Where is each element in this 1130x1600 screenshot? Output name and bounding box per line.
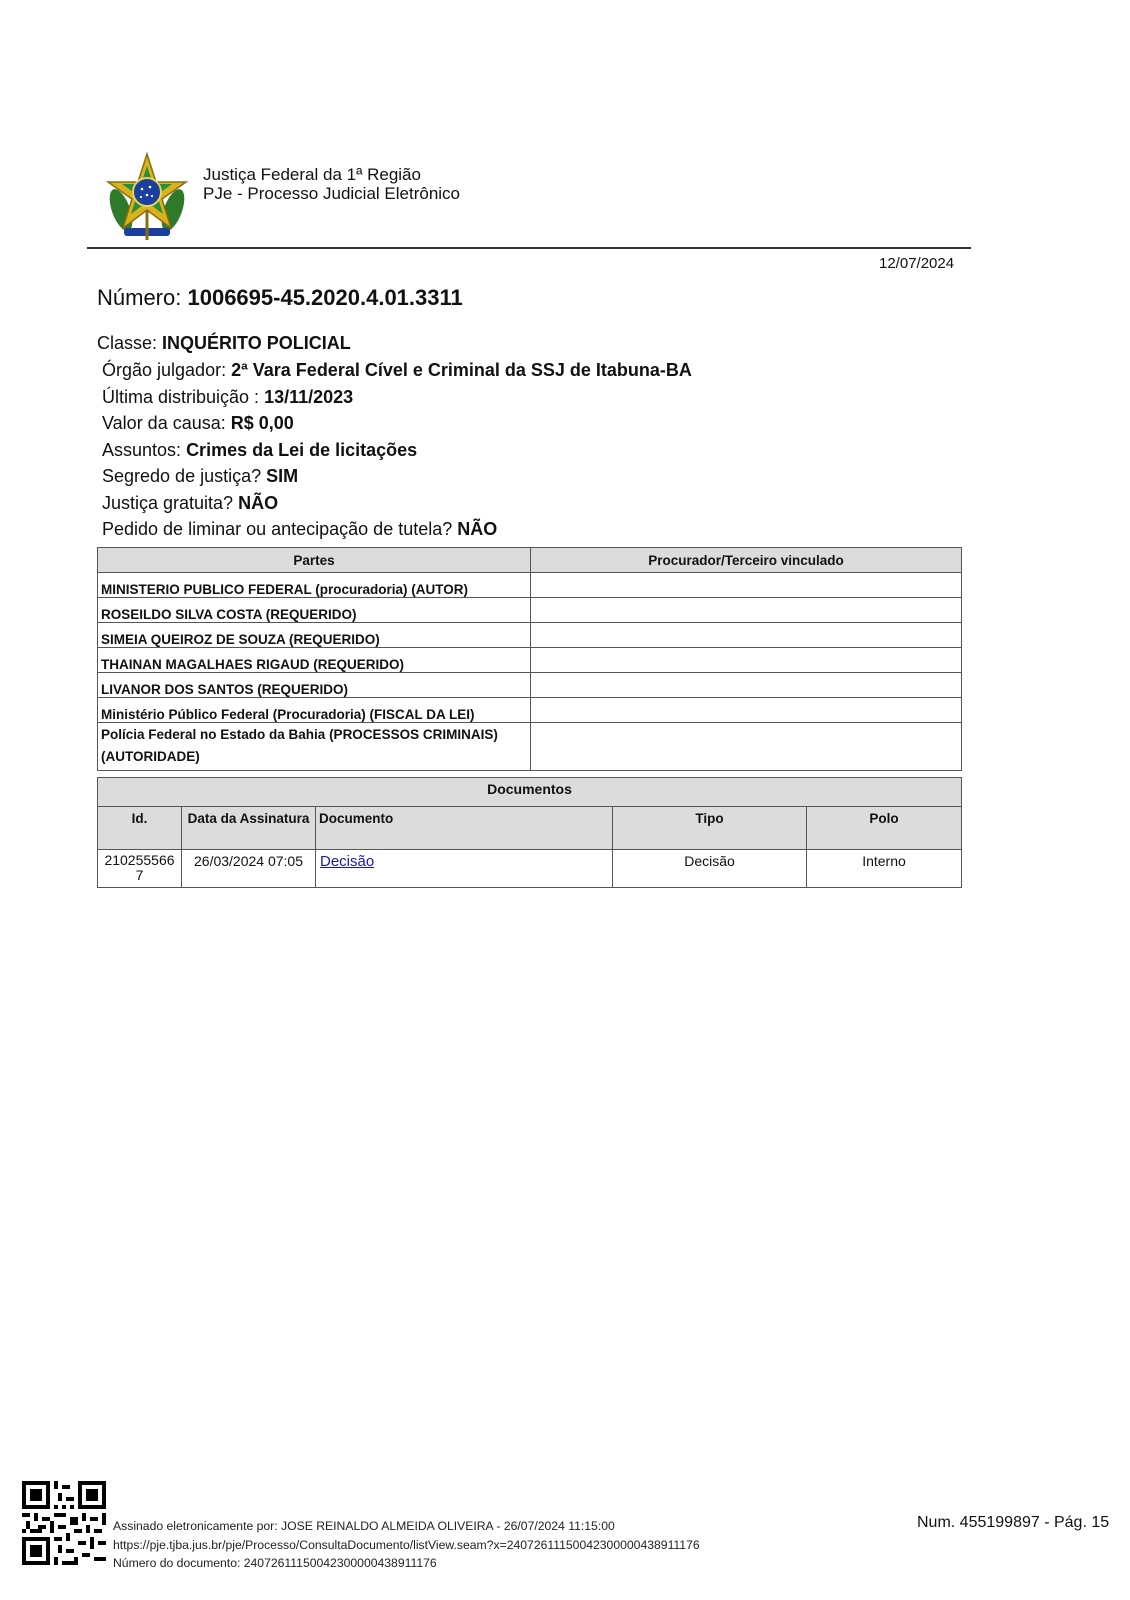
parte-name: Polícia Federal no Estado da Bahia (PROCESSOS CRIMINAIS) (AUTORIDADE) xyxy=(98,723,531,771)
doc-tipo: Decisão xyxy=(613,850,807,888)
field-value: NÃO xyxy=(238,492,279,513)
field-value: Crimes da Lei de licitações xyxy=(186,439,418,460)
field-label: Órgão julgador: xyxy=(102,360,227,380)
field-gratuita xyxy=(102,490,692,517)
table-row xyxy=(98,723,962,771)
partes-header: Partes xyxy=(98,548,531,573)
process-number-label: Número: xyxy=(97,285,182,310)
field-liminar xyxy=(102,516,692,543)
field-label: Valor da causa: xyxy=(102,413,226,433)
partes-header-row xyxy=(98,548,962,573)
process-fields xyxy=(102,357,692,543)
parte-name: Ministério Público Federal (Procuradoria) (FISCAL DA LEI) xyxy=(98,698,531,723)
signature-footer xyxy=(113,1517,700,1573)
field-value: NÃO xyxy=(457,519,498,539)
parte-name: LIVANOR DOS SANTOS (REQUERIDO) xyxy=(98,673,531,698)
tipo-header: Tipo xyxy=(613,807,807,850)
procurador-header: Procurador/Terceiro vinculado xyxy=(531,548,962,573)
field-value: R$ 0,00 xyxy=(230,413,294,433)
table-row xyxy=(98,698,962,723)
print-date: 12/07/2024 xyxy=(879,255,955,272)
table-row xyxy=(98,648,962,673)
class-label: Classe: xyxy=(97,333,158,353)
documento-header: Documento xyxy=(316,807,613,850)
procurador-cell xyxy=(531,698,962,723)
parte-name: ROSEILDO SILVA COSTA (REQUERIDO) xyxy=(98,598,531,623)
table-row xyxy=(98,573,962,598)
table-row xyxy=(98,598,962,623)
doc-id-line2: 7 xyxy=(135,867,144,883)
field-value: SIM xyxy=(266,466,299,486)
procurador-cell xyxy=(531,673,962,698)
qr-code-icon xyxy=(22,1481,106,1565)
process-class xyxy=(97,333,351,354)
parte-name: SIMEIA QUEIROZ DE SOUZA (REQUERIDO) xyxy=(98,623,531,648)
procurador-cell xyxy=(531,723,962,771)
id-header: Id. xyxy=(98,807,182,850)
brazil-coat-of-arms-icon xyxy=(106,152,188,244)
field-label: Justiça gratuita? xyxy=(102,492,234,513)
field-label: Segredo de justiça? xyxy=(102,466,262,486)
doc-id xyxy=(98,850,182,888)
system-name: PJe - Processo Judicial Eletrônico xyxy=(203,184,461,203)
doc-date: 26/03/2024 07:05 xyxy=(182,850,316,888)
header-divider xyxy=(87,247,971,249)
polo-header: Polo xyxy=(807,807,962,850)
field-value: 13/11/2023 xyxy=(264,386,354,407)
doc-polo: Interno xyxy=(807,850,962,888)
process-number xyxy=(97,285,463,311)
document-number: Número do documento: 24072611150042300000438911176 xyxy=(113,1556,437,1570)
documentos-table xyxy=(97,777,962,888)
field-assuntos xyxy=(102,437,692,464)
procurador-cell xyxy=(531,648,962,673)
class-value: INQUÉRITO POLICIAL xyxy=(162,333,351,353)
procurador-cell xyxy=(531,623,962,648)
data-header: Data da Assinatura xyxy=(182,807,316,850)
table-row xyxy=(98,673,962,698)
org-name: Justiça Federal da 1ª Região xyxy=(203,165,421,184)
field-label: Assuntos: xyxy=(102,439,182,460)
field-orgao xyxy=(102,357,692,384)
parte-name: MINISTERIO PUBLICO FEDERAL (procuradoria) (AUTOR) xyxy=(98,573,531,598)
document-url[interactable]: https://pje.tjba.jus.br/pje/Processo/ConsultaDocumento/listView.seam?x=24072611150042300000438911176 xyxy=(113,1537,700,1552)
process-number-value: 1006695-45.2020.4.01.3311 xyxy=(187,285,463,310)
header-org xyxy=(203,165,460,203)
page-number: Num. 455199897 - Pág. 15 xyxy=(917,1514,1110,1531)
field-valor xyxy=(102,410,692,437)
partes-table xyxy=(97,547,962,771)
doc-name-cell xyxy=(316,850,613,888)
field-distribuicao xyxy=(102,384,692,411)
field-label: Última distribuição : xyxy=(102,386,260,407)
procurador-cell xyxy=(531,573,962,598)
doc-id-line1: 210255566 xyxy=(104,852,175,868)
documentos-title: Documentos xyxy=(98,778,962,807)
field-label: Pedido de liminar ou antecipação de tutela? xyxy=(102,519,453,539)
doc-link[interactable]: Decisão xyxy=(320,853,375,870)
field-segredo xyxy=(102,463,692,490)
documentos-header-row xyxy=(98,807,962,850)
signed-by: Assinado eletronicamente por: JOSE REINALDO ALMEIDA OLIVEIRA - 26/07/2024 11:15:00 xyxy=(113,1519,615,1533)
parte-name: THAINAN MAGALHAES RIGAUD (REQUERIDO) xyxy=(98,648,531,673)
procurador-cell xyxy=(531,598,962,623)
table-row xyxy=(98,850,962,888)
table-row xyxy=(98,623,962,648)
field-value: 2ª Vara Federal Cível e Criminal da SSJ de Itabuna-BA xyxy=(231,360,692,380)
